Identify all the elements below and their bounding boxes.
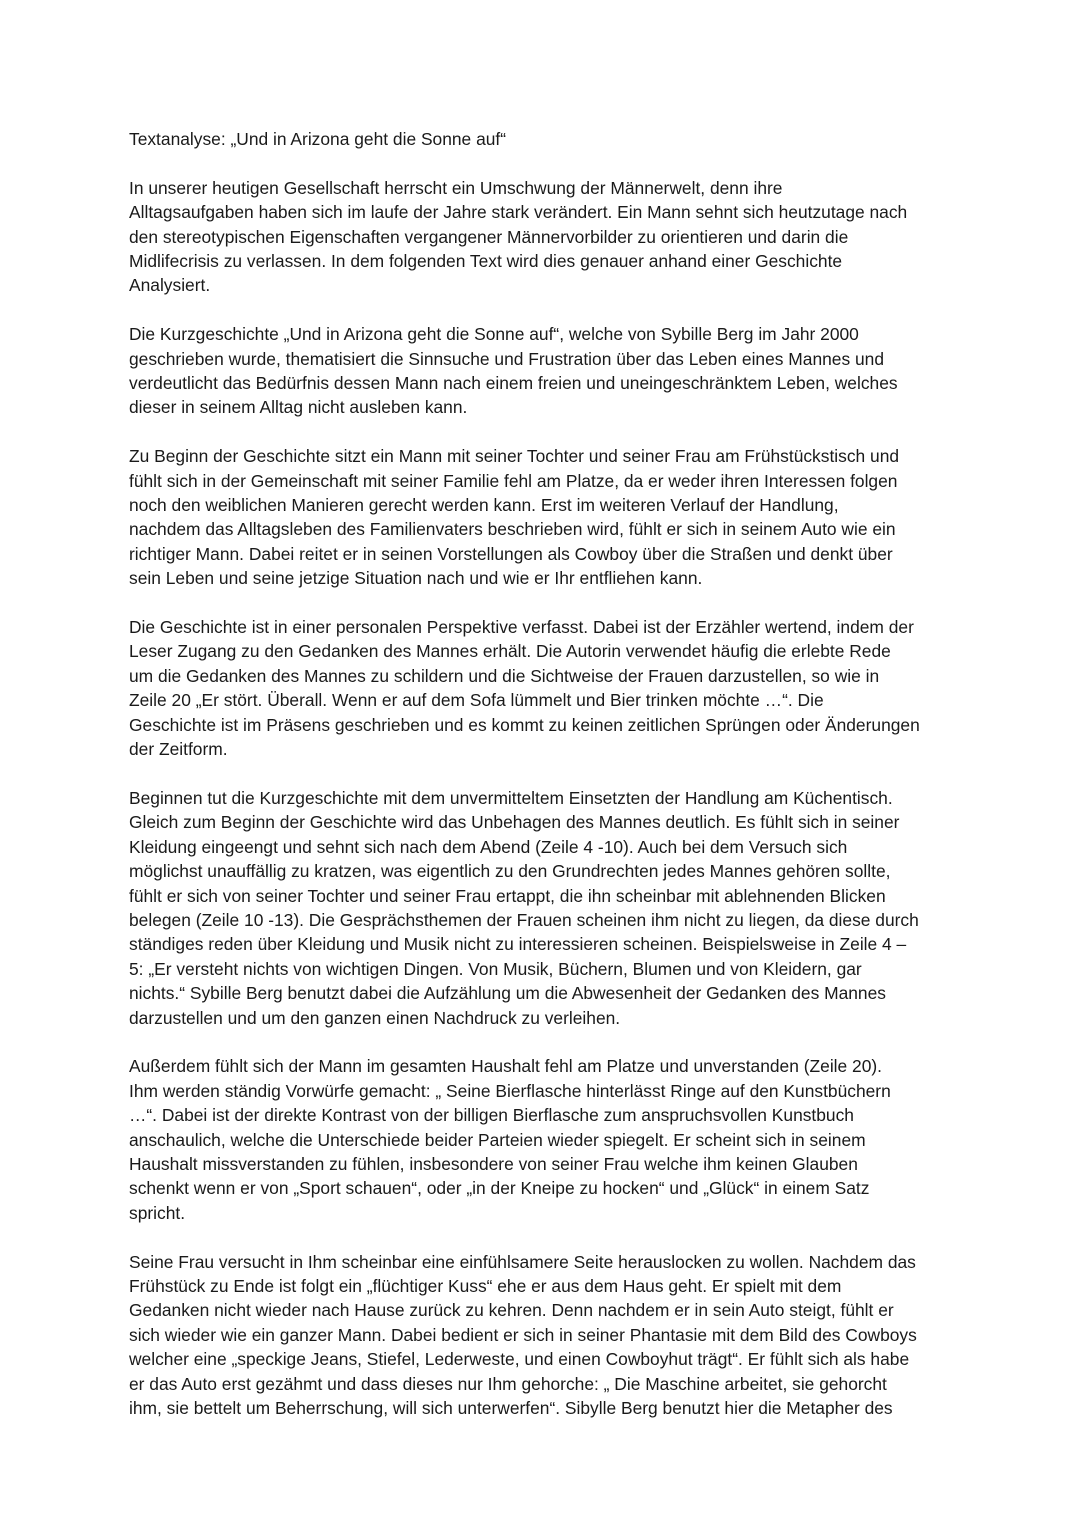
text-line: ständiges reden über Kleidung und Musik nicht zu interessieren scheinen. Beispielsweise in Zeile 4 – (129, 934, 907, 955)
text-line: Midlifecrisis zu verlassen. In dem folgenden Text wird dies genauer anhand einer Geschichte (129, 251, 843, 272)
text-line: geschrieben wurde, thematisiert die Sinnsuche und Frustration über das Leben eines Mannes und (129, 348, 885, 369)
text-line: anschaulich, welche die Unterschiede beider Parteien wieder spiegelt. Er scheint sich in seinem (129, 1129, 866, 1150)
text-line: Zeile 20 „Er stört. Überall. Wenn er auf dem Sofa lümmelt und Bier trinken möchte …“. Die (129, 690, 824, 711)
text-line: er das Auto erst gezähmt und dass dieses nur Ihm gehorche: „ Die Maschine arbeitet, sie gehorcht (129, 1373, 887, 1394)
paragraph (129, 615, 959, 761)
text-line: noch den weiblichen Manieren gerecht werden kann. Erst im weiteren Verlauf der Handlung, (129, 495, 839, 516)
text-line: Kleidung eingeengt und sehnt sich nach dem Abend (Zeile 4 -10). Auch bei dem Versuch sich (129, 836, 848, 857)
text-line: welcher eine „speckige Jeans, Stiefel, Lederweste, und einen Cowboyhut trägt“. Er fühlt sich als habe (129, 1349, 910, 1370)
text-line: den stereotypischen Eigenschaften vergangener Männervorbilder zu orientieren und darin die (129, 226, 849, 247)
text-line: spricht. (129, 1202, 186, 1223)
text-line: Außerdem fühlt sich der Mann im gesamten Haushalt fehl am Platze und unverstanden (Zeile 20). (129, 1056, 883, 1077)
text-line: Haushalt missverstanden zu fühlen, insbesondere von seiner Frau welche ihm keinen Glauben (129, 1153, 858, 1174)
text-line: Geschichte ist im Präsens geschrieben und es kommt zu keinen zeitlichen Sprüngen oder Änderungen (129, 714, 920, 735)
text-line: Gleich zum Beginn der Geschichte wird das Unbehagen des Mannes deutlich. Es fühlt sich in seiner (129, 812, 900, 833)
text-line: nichts.“ Sybille Berg benutzt dabei die Aufzählung um die Abwesenheit der Gedanken des Mannes (129, 983, 886, 1004)
text-line: Die Kurzgeschichte „Und in Arizona geht die Sonne auf“, welche von Sybille Berg im Jahr 2000 (129, 324, 859, 345)
text-line: Leser Zugang zu den Gedanken des Mannes erhält. Die Autorin verwendet häufig die erlebte Rede (129, 641, 891, 662)
text-line: darzustellen und um den ganzen einen Nachdruck zu verleihen. (129, 1007, 621, 1028)
text-line: 5: „Er versteht nichts von wichtigen Dingen. Von Musik, Büchern, Blumen und von Kleidern, gar (129, 958, 862, 979)
text-line: Frühstück zu Ende ist folgt ein „flüchtiger Kuss“ ehe er aus dem Haus geht. Er spielt mit dem (129, 1275, 842, 1296)
text-line: schenkt wenn er von „Sport schauen“, oder „in der Kneipe zu hocken“ und „Glück“ in einem Satz (129, 1178, 870, 1199)
text-line: sein Leben und seine jetzige Situation nach und wie er Ihr entfliehen kann. (129, 568, 703, 589)
text-line: Beginnen tut die Kurzgeschichte mit dem unvermitteltem Einsetzten der Handlung am Küchentisch. (129, 787, 893, 808)
text-line: verdeutlicht das Bedürfnis dessen Mann nach einem freien und uneingeschränktem Leben, welches (129, 373, 898, 394)
document-page (129, 127, 959, 1445)
text-line: Seine Frau versucht in Ihm scheinbar eine einfühlsamere Seite herauslocken zu wollen. Nachdem das (129, 1251, 916, 1272)
text-line: fühlt er sich von seiner Tochter und seiner Frau ertappt, die ihn scheinbar mit ablehnenden Blicken (129, 885, 886, 906)
text-line: fühlt sich in der Gemeinschaft mit seiner Familie fehl am Platze, da er weder ihren Interessen folgen (129, 470, 898, 491)
paragraph (129, 176, 959, 298)
text-line: In unserer heutigen Gesellschaft herrscht ein Umschwung der Männerwelt, denn ihre (129, 177, 783, 198)
paragraph (129, 786, 959, 1030)
text-line: Gedanken nicht wieder nach Hause zurück zu kehren. Denn nachdem er in sein Auto steigt, fühlt er (129, 1300, 894, 1321)
text-line: der Zeitform. (129, 739, 228, 760)
text-line: Ihm werden ständig Vorwürfe gemacht: „ Seine Bierflasche hinterlässt Ringe auf den Kunstbüchern (129, 1080, 891, 1101)
text-line: richtiger Mann. Dabei reitet er in seinen Vorstellungen als Cowboy über die Straßen und denkt über (129, 543, 893, 564)
paragraph (129, 1054, 959, 1225)
text-line: Analysiert. (129, 275, 211, 296)
paragraph (129, 1250, 959, 1421)
text-line: …“. Dabei ist der direkte Kontrast von der billigen Bierflasche zum anspruchsvollen Kunstbuch (129, 1105, 854, 1126)
paragraph (129, 322, 959, 420)
text-line: Alltagsaufgaben haben sich im laufe der Jahre stark verändert. Ein Mann sehnt sich heutzutage nach (129, 202, 908, 223)
text-line: nachdem das Alltagsleben des Familienvaters beschrieben wird, fühlt er sich in seinem Auto wie ein (129, 519, 896, 540)
text-line: um die Gedanken des Mannes zu schildern und die Sichtweise der Frauen darzustellen, so wie in (129, 665, 880, 686)
paragraph (129, 444, 959, 590)
text-line: belegen (Zeile 10 -13). Die Gesprächsthemen der Frauen scheinen ihm nicht zu liegen, da diese durch (129, 909, 919, 930)
text-line: sich wieder wie ein ganzer Mann. Dabei bedient er sich in seiner Phantasie mit dem Bild des Cowboys (129, 1324, 917, 1345)
text-line: möglichst unauffällig zu kratzen, was eigentlich zu den Grundrechten jedes Mannes gehören sollte, (129, 861, 891, 882)
text-line: Zu Beginn der Geschichte sitzt ein Mann mit seiner Tochter und seiner Frau am Frühstückstisch und (129, 446, 900, 467)
text-line: ihm, sie bettelt um Beherrschung, will sich unterwerfen“. Sibylle Berg benutzt hier die Metapher des (129, 1398, 893, 1419)
document-body (129, 176, 959, 1421)
text-line: Die Geschichte ist in einer personalen Perspektive verfasst. Dabei ist der Erzähler wertend, indem der (129, 617, 914, 638)
document-title: Textanalyse: „Und in Arizona geht die Sonne auf“ (129, 129, 507, 149)
text-line: dieser in seinem Alltag nicht ausleben kann. (129, 397, 468, 418)
